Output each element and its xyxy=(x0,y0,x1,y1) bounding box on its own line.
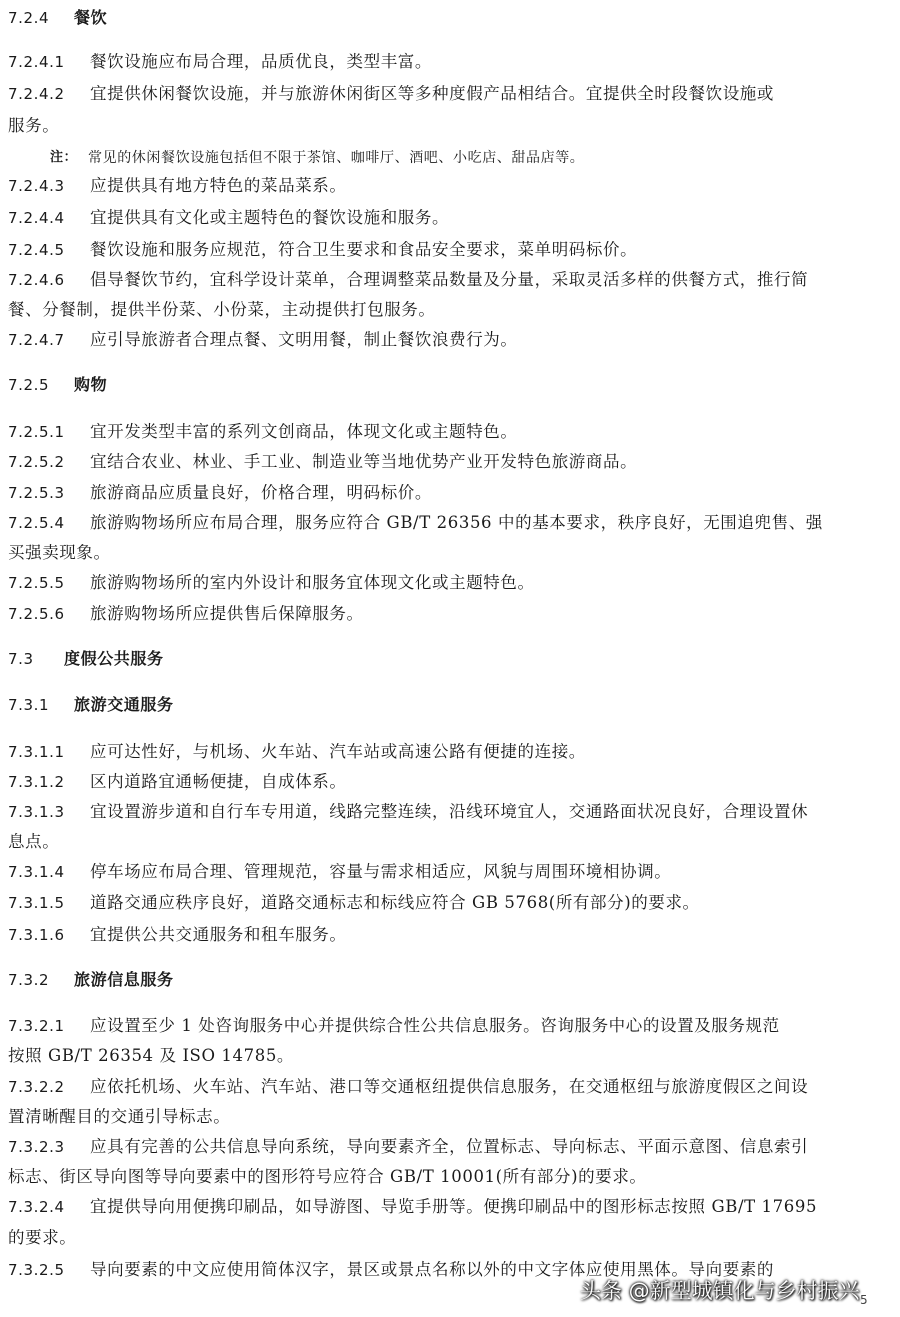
clause-number: 7.2.5.4 xyxy=(8,514,65,532)
clause-number: 7.3.1.5 xyxy=(8,894,65,912)
clause-text: 宜设置游步道和自行车专用道，线路完整连续，沿线环境宜人，交通路面状况良好，合理设置休 xyxy=(90,802,809,821)
clause-text: 宜提供导向用便携印刷品，如导游图、导览手册等。便携印刷品中的图形标志按照 GB/T 17695 xyxy=(90,1197,818,1216)
clause-text: 导向要素的中文应使用简体汉字，景区或景点名称以外的中文字体应使用黑体。导向要素的 xyxy=(90,1260,774,1279)
heading-title: 旅游信息服务 xyxy=(74,970,174,989)
heading-number: 7.3.2 xyxy=(8,971,50,989)
clause-text: 按照 GB/T 26354 及 ISO 14785。 xyxy=(8,1046,295,1065)
note-label: 注： xyxy=(50,150,78,165)
clause-text: 宜结合农业、林业、手工业、制造业等当地优势产业开发特色旅游商品。 xyxy=(90,452,638,471)
heading-title: 旅游交通服务 xyxy=(74,695,174,714)
clause-text: 餐饮设施和服务应规范，符合卫生要求和食品安全要求，菜单明码标价。 xyxy=(90,240,638,259)
clause-text: 的要求。 xyxy=(8,1228,77,1247)
clause-text: 旅游商品应质量良好，价格合理，明码标价。 xyxy=(90,483,432,502)
heading-number: 7.2.4 xyxy=(8,9,50,27)
clause-text: 标志、街区导向图等导向要素中的图形符号应符合 GB/T 10001(所有部分)的要求。 xyxy=(8,1167,647,1186)
clause-text: 应提供具有地方特色的菜品菜系。 xyxy=(90,176,347,195)
clause-number: 7.3.1.3 xyxy=(8,803,65,821)
watermark-text: 头条 @新型城镇化与乡村振兴 xyxy=(580,1279,860,1303)
clause-text: 宜开发类型丰富的系列文创商品，体现文化或主题特色。 xyxy=(90,422,518,441)
heading-title: 度假公共服务 xyxy=(64,649,164,668)
clause-number: 7.2.5.6 xyxy=(8,605,65,623)
clause-text: 餐饮设施应布局合理，品质优良，类型丰富。 xyxy=(90,52,432,71)
clause-number: 7.2.4.7 xyxy=(8,331,65,349)
clause-text: 倡导餐饮节约，宜科学设计菜单，合理调整菜品数量及分量，采取灵活多样的供餐方式，推行简 xyxy=(90,270,809,289)
clause-text: 服务。 xyxy=(8,116,60,135)
clause-number: 7.2.4.4 xyxy=(8,209,65,227)
clause-number: 7.2.4.3 xyxy=(8,177,65,195)
clause-text: 宜提供具有文化或主题特色的餐饮设施和服务。 xyxy=(90,208,450,227)
clause-text: 宜提供休闲餐饮设施，并与旅游休闲街区等多种度假产品相结合。宜提供全时段餐饮设施或 xyxy=(90,84,774,103)
clause-number: 7.2.5.5 xyxy=(8,574,65,592)
clause-text: 停车场应布局合理、管理规范，容量与需求相适应，风貌与周围环境相协调。 xyxy=(90,862,672,881)
heading-title: 购物 xyxy=(74,375,108,394)
clause-text: 餐、分餐制，提供半份菜、小份菜，主动提供打包服务。 xyxy=(8,300,436,319)
clause-text: 区内道路宜通畅便捷，自成体系。 xyxy=(90,772,347,791)
heading-number: 7.3 xyxy=(8,650,34,668)
clause-text: 道路交通应秩序良好，道路交通标志和标线应符合 GB 5768(所有部分)的要求。 xyxy=(90,893,700,912)
clause-text: 应依托机场、火车站、汽车站、港口等交通枢纽提供信息服务，在交通枢纽与旅游度假区之间设 xyxy=(90,1077,809,1096)
clause-number: 7.3.2.4 xyxy=(8,1198,65,1216)
clause-number: 7.3.1.6 xyxy=(8,926,65,944)
clause-text: 旅游购物场所的室内外设计和服务宜体现文化或主题特色。 xyxy=(90,573,535,592)
clause-text: 息点。 xyxy=(8,832,60,851)
clause-number: 7.3.1.1 xyxy=(8,743,65,761)
clause-number: 7.2.5.1 xyxy=(8,423,65,441)
heading-title: 餐饮 xyxy=(74,8,108,27)
clause-text: 应可达性好，与机场、火车站、汽车站或高速公路有便捷的连接。 xyxy=(90,742,586,761)
heading-number: 7.3.1 xyxy=(8,696,50,714)
clause-text: 应具有完善的公共信息导向系统，导向要素齐全，位置标志、导向标志、平面示意图、信息索引 xyxy=(90,1137,809,1156)
clause-text: 应引导旅游者合理点餐、文明用餐，制止餐饮浪费行为。 xyxy=(90,330,518,349)
clause-text: 买强卖现象。 xyxy=(8,543,111,562)
clause-number: 7.2.5.2 xyxy=(8,453,65,471)
clause-number: 7.3.2.1 xyxy=(8,1017,65,1035)
clause-number: 7.3.2.2 xyxy=(8,1078,65,1096)
page-number: 5 xyxy=(860,1293,868,1307)
clause-number: 7.3.2.3 xyxy=(8,1138,65,1156)
clause-number: 7.2.5.3 xyxy=(8,484,65,502)
heading-number: 7.2.5 xyxy=(8,376,50,394)
clause-text: 置清晰醒目的交通引导标志。 xyxy=(8,1107,231,1126)
clause-number: 7.2.4.2 xyxy=(8,85,65,103)
clause-number: 7.2.4.1 xyxy=(8,53,65,71)
clause-text: 旅游购物场所应布局合理，服务应符合 GB/T 26356 中的基本要求，秩序良好，无围追兜售、强 xyxy=(90,513,823,532)
clause-number: 7.3.1.2 xyxy=(8,773,65,791)
clause-text: 旅游购物场所应提供售后保障服务。 xyxy=(90,604,364,623)
clause-number: 7.2.4.5 xyxy=(8,241,65,259)
clause-number: 7.3.2.5 xyxy=(8,1261,65,1279)
clause-number: 7.3.1.4 xyxy=(8,863,65,881)
clause-text: 宜提供公共交通服务和租车服务。 xyxy=(90,925,347,944)
clause-text: 应设置至少 1 处咨询服务中心并提供综合性公共信息服务。咨询服务中心的设置及服务规范 xyxy=(90,1016,780,1035)
clause-number: 7.2.4.6 xyxy=(8,271,65,289)
note-text: 常见的休闲餐饮设施包括但不限于茶馆、咖啡厅、酒吧、小吃店、甜品店等。 xyxy=(88,150,585,166)
